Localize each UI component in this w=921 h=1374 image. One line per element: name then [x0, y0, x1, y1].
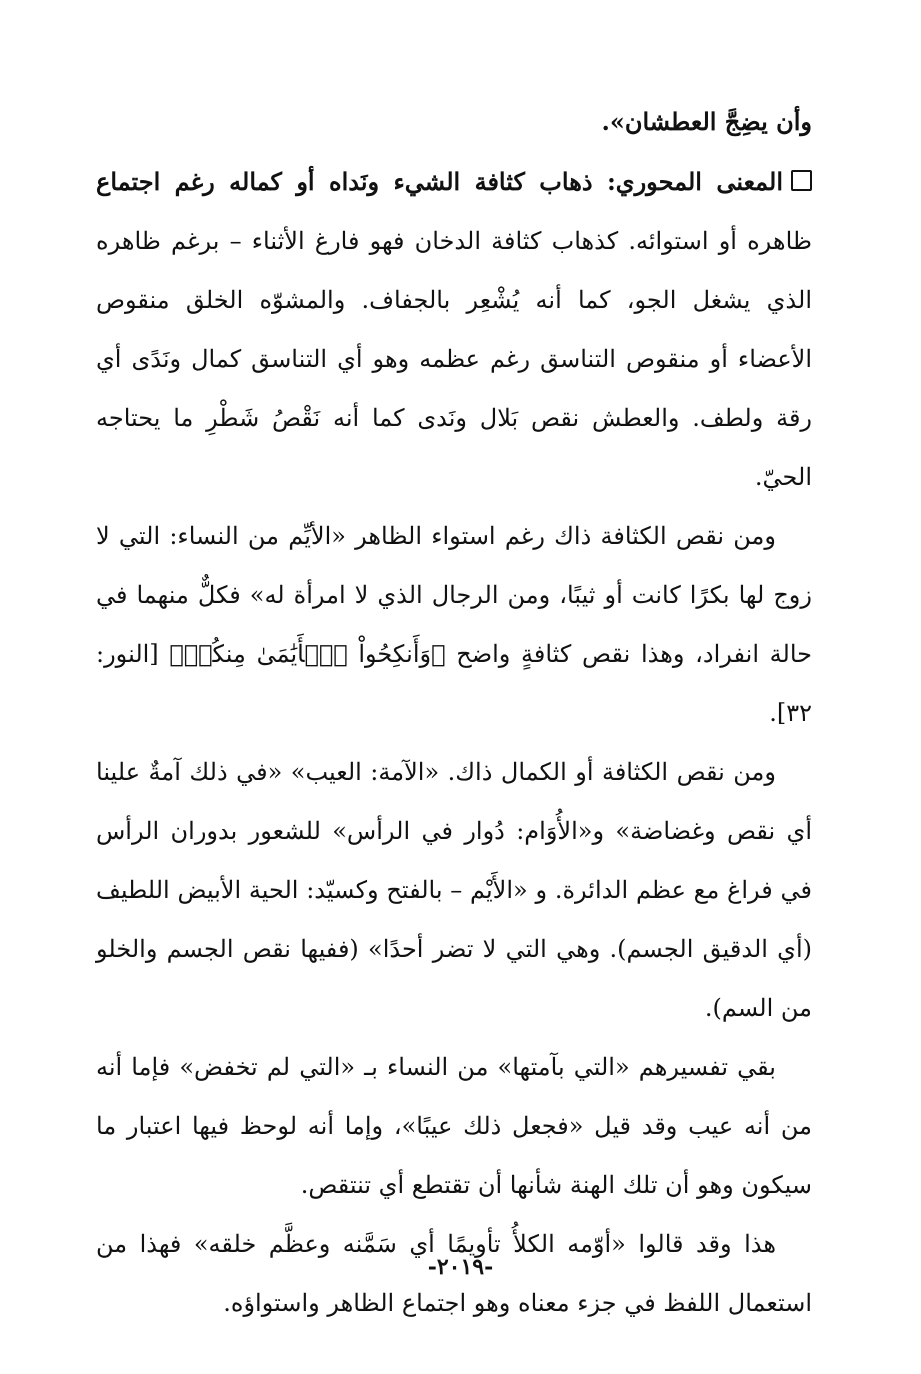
paragraph-usage: هذا وقد قالوا «أوّمه الكلأُ تأويمًا أي سَمَّنه وعظَّم خلقه» فهذا من استعمال اللفظ في جزء معناه وهو اجتماع الظاهر واستواؤه.: [96, 1230, 812, 1317]
page-number: -٢٠١٩-: [427, 1254, 494, 1280]
opening-line-text: وأن يضِجَّ العطشان».: [601, 107, 812, 136]
central-meaning-text: ظاهره أو استوائه. كذهاب كثافة الدخان فهو فارغ الأثناء – برغم ظاهره الذي يشغل الجو، كما أنه يُشْعِر بالجفاف. والمشوّه الخلق منقوص الأعضاء أو منقوص التناسق رغم عظمه وهو أي التناسق كمال ونَدًى أي رقة ولطف. والعطش نقص بَلال ونَدى كما أنه نَقْصُ شَطْرِ ما يحتاجه الحيّ.: [96, 227, 813, 491]
central-meaning-heading: المعنى المحوري: ذهاب كثافة الشيء ونَداه أو كماله رغم اجتماع: [96, 167, 783, 196]
paragraph-interpretation: بقي تفسيرهم «التي بآمتها» من النساء بـ «التي لم تخفض» فإما أنه من أنه عيب وقد قيل «فجعل ذلك عيبًا»، وإما أنه لوحظ فيها اعتبار ما سيكون وهو أن تلك الهنة شأنها أن تقتطع أي تنتقص.: [96, 1053, 812, 1199]
paragraph-central-meaning: [96, 152, 812, 507]
opening-line: [96, 92, 812, 152]
square-box-icon: [791, 170, 812, 191]
paragraph-widow: ومن نقص الكثافة ذاك رغم استواء الظاهر «الأيِّم من النساء: التي لا زوج لها بكرًا كانت أو ثيبًا، ومن الرجال الذي لا امرأة له» فكلٌّ منهما في حالة انفراد، وهذا نقص كثافةٍ واضح ﴿وَأَنكِحُواْ ٱلۡأَيَٰمَىٰ مِنكُمۡ﴾ [النور: ٣٢].: [96, 522, 812, 727]
page-body: [96, 92, 812, 1333]
paragraph-defect: ومن نقص الكثافة أو الكمال ذاك. «الآمة: العيب» «في ذلك آمةٌ علينا أي نقص وغضاضة» و«الأُوَام: دُوار في الرأس» للشعور بدوران الرأس في فراغ مع عظم الدائرة. و «الأَيْم – بالفتح وكسيّد: الحية الأبيض اللطيف (أي الدقيق الجسم). وهي التي لا تضر أحدًا» (ففيها نقص الجسم والخلو من السم).: [96, 758, 812, 1022]
